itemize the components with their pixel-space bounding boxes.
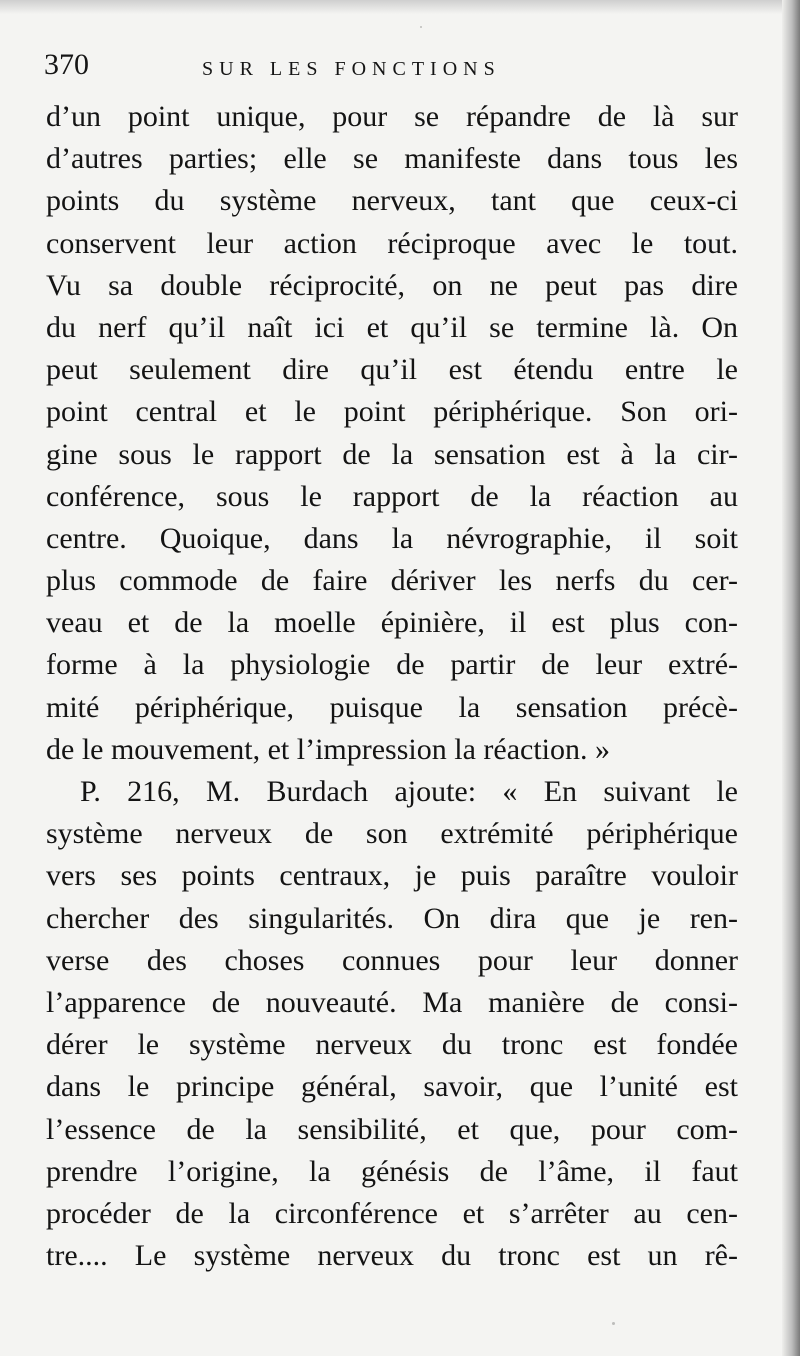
page-top-shadow — [0, 0, 800, 14]
text-line: l’essence de la sensibilité, et que, pour com- — [46, 1112, 738, 1146]
text-line: d’un point unique, pour se répandre de là sur — [46, 100, 738, 133]
text-line: gine sous le rapport de la sensation est à la cir- — [46, 437, 738, 471]
text-line: mité périphérique, puisque la sensation précè- — [46, 690, 738, 724]
text-line: verse des choses connues pour leur donner — [46, 943, 738, 977]
running-title: SUR LES FONCTIONS — [202, 58, 501, 80]
text-line: centre. Quoique, dans la névrographie, il soit — [46, 521, 738, 555]
page-number: 370 — [44, 48, 89, 81]
text-line: du nerf qu’il naît ici et qu’il se termine là. On — [46, 310, 738, 344]
paper-speck — [612, 1322, 615, 1325]
text-line: l’apparence de nouveauté. Ma manière de consi- — [46, 985, 738, 1019]
page-spine-shadow — [782, 0, 800, 1356]
paper-speck — [420, 26, 422, 28]
body-text — [46, 96, 746, 1277]
text-line: dérer le système nerveux du tronc est fondée — [46, 1028, 738, 1062]
text-line: tre.... Le système nerveux du tronc est un rê- — [46, 1239, 738, 1273]
text-line: système nerveux de son extrémité périphérique — [46, 817, 738, 851]
text-line: Vu sa double réciprocité, on ne peut pas dire — [46, 268, 738, 302]
text-line: conservent leur action réciproque avec le tout. — [46, 226, 738, 260]
text-line: conférence, sous le rapport de la réaction au — [46, 479, 738, 513]
text-line: procéder de la circonférence et s’arrêter au cen- — [46, 1196, 738, 1230]
text-line: points du système nerveux, tant que ceux-ci — [46, 184, 738, 218]
text-line: d’autres parties; elle se manifeste dans tous les — [46, 142, 738, 176]
text-line: prendre l’origine, la génésis de l’âme, il faut — [46, 1154, 738, 1188]
running-head — [44, 48, 744, 88]
text-line: plus commode de faire dériver les nerfs du cer- — [46, 564, 738, 598]
text-line: forme à la physiologie de partir de leur extré- — [46, 648, 738, 682]
text-line: vers ses points centraux, je puis paraître vouloir — [46, 859, 738, 893]
text-line: veau et de la moelle épinière, il est plus con- — [46, 606, 738, 640]
text-line: P. 216, M. Burdach ajoute: « En suivant le — [80, 775, 738, 808]
text-line: de le mouvement, et l’impression la réaction. » — [46, 732, 610, 766]
text-line: chercher des singularités. On dira que je ren- — [46, 901, 738, 935]
text-line: peut seulement dire qu’il est étendu entre le — [46, 353, 738, 387]
text-line: dans le principe général, savoir, que l’unité est — [46, 1070, 738, 1104]
text-line: point central et le point périphérique. Son ori- — [46, 395, 738, 429]
